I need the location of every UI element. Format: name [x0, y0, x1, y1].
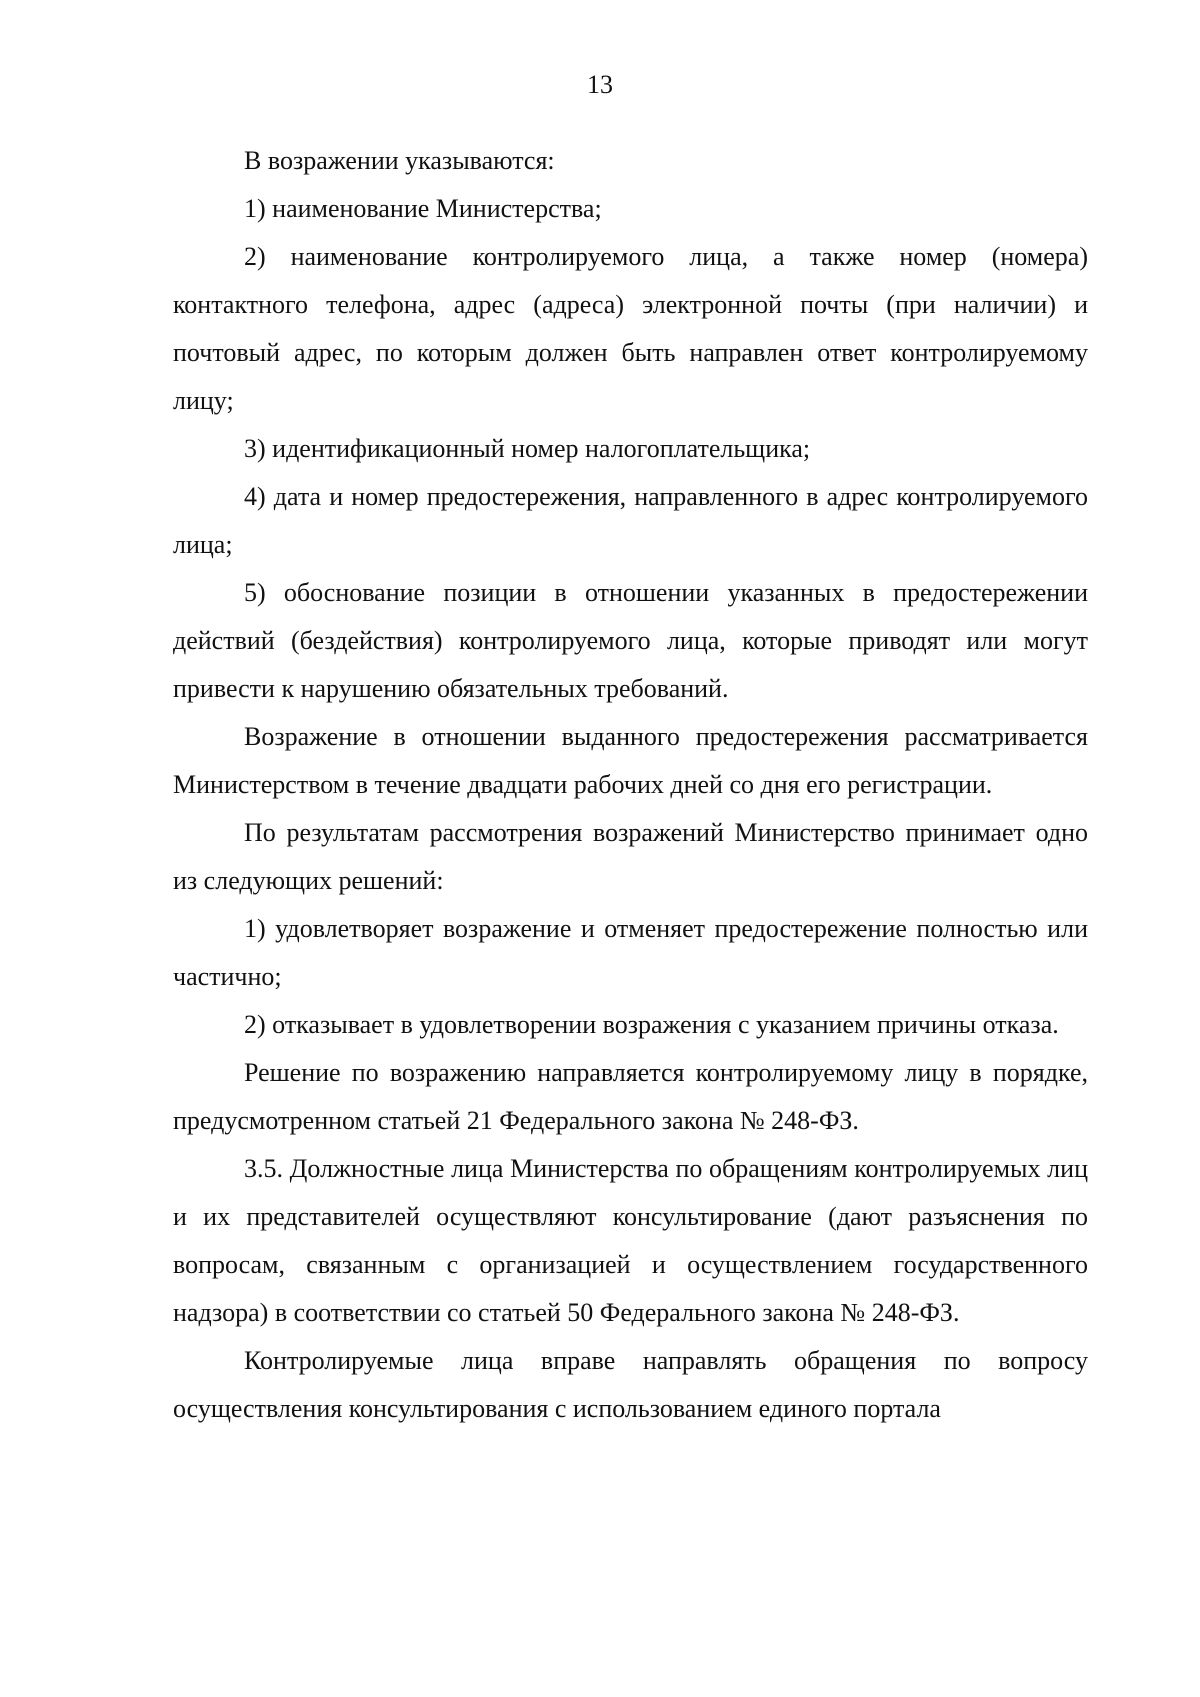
paragraph-decision-satisfy: 1) удовлетворяет возражение и отменяет предостережение полностью или частично;: [173, 914, 1088, 991]
paragraph-item-controlled-person-contacts: 2) наименование контролируемого лица, а также номер (номера) контактного телефона, адрес (адреса) электронной почты (при наличии) и почтовый адрес, по которым должен быть направлен ответ контролируемому лицу;: [173, 242, 1088, 415]
paragraph-decision-refuse: 2) отказывает в удовлетворении возражения с указанием причины отказа.: [244, 1010, 1059, 1039]
paragraph-review-decisions-intro: По результатам рассмотрения возражений Министерство принимает одно из следующих решений:: [173, 818, 1088, 895]
paragraph-decision-delivery: Решение по возражению направляется контролируемому лицу в порядке, предусмотренном статьей 21 Федерального закона № 248-ФЗ.: [173, 1058, 1088, 1135]
paragraph-item-ministry-name: 1) наименование Министерства;: [244, 194, 602, 223]
paragraph-consulting-requests: Контролируемые лица вправе направлять обращения по вопросу осуществления консультирования с использованием единого портала: [173, 1346, 1088, 1423]
paragraph-item-position-justification: 5) обоснование позиции в отношении указанных в предостережении действий (бездействия) контролируемого лица, которые приводят или могут привести к нарушению обязательных требований.: [173, 578, 1088, 703]
paragraph-objection-review-period: Возражение в отношении выданного предостережения рассматривается Министерством в течение двадцати рабочих дней со дня его регистрации.: [173, 722, 1088, 799]
paragraph-item-tax-id: 3) идентификационный номер налогоплательщика;: [244, 434, 811, 463]
paragraph-objection-contents-intro: В возражении указываются:: [244, 146, 555, 175]
paragraph-item-warning-date-number: 4) дата и номер предостережения, направленного в адрес контролируемого лица;: [173, 482, 1088, 559]
paragraph-section-3-5-consulting: 3.5. Должностные лица Министерства по обращениям контролируемых лиц и их представителей осуществляют консультирование (дают разъяснения по вопросам, связанным с организацией и осуществлением государственного надзора) в соответствии со статьей 50 Федерального закона № 248-ФЗ.: [173, 1154, 1088, 1327]
page-number: 13: [587, 70, 613, 99]
document-body: [173, 137, 1088, 1433]
